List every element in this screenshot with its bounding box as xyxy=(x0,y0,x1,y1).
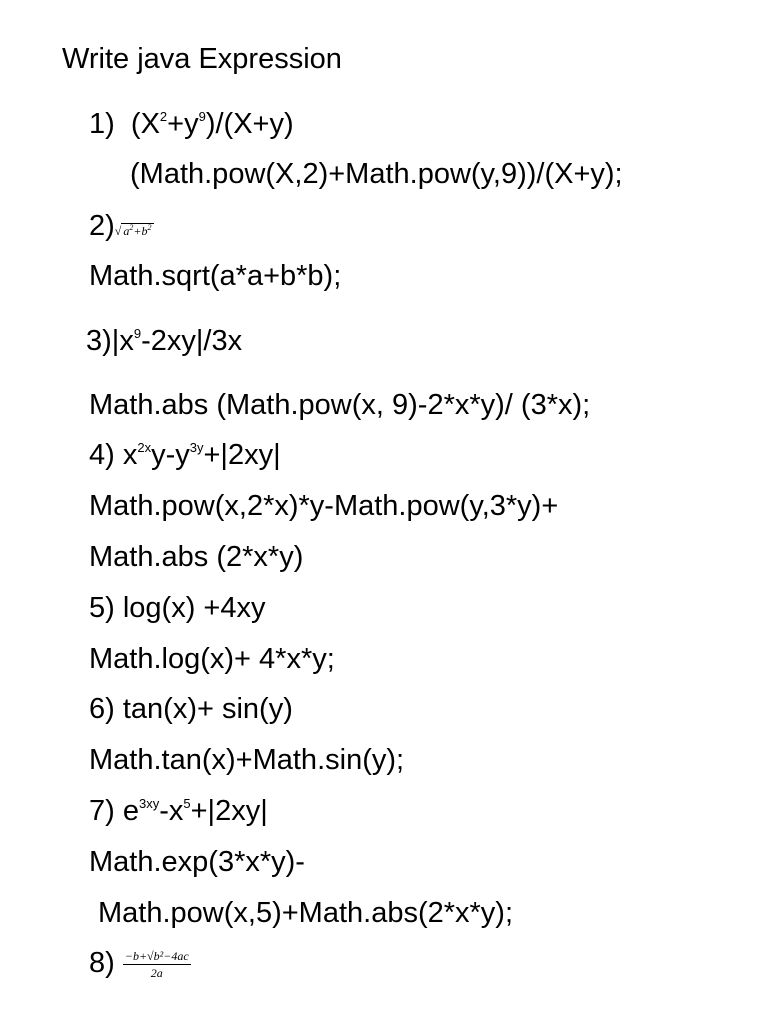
problem-7-part: +|2xy| xyxy=(190,795,268,827)
problem-1-exponent: 9 xyxy=(198,109,206,124)
problem-3-label: 3) xyxy=(86,325,112,357)
problem-7-exponent: 5 xyxy=(183,796,191,811)
sqrt-sign: √ xyxy=(114,224,122,238)
problem-1-part: )/(X+y) xyxy=(205,108,294,140)
radicand-part: a xyxy=(123,224,130,238)
problem-7-label: 7) xyxy=(89,795,115,827)
problem-7-exponent: 3xy xyxy=(138,796,160,811)
problem-5-label: 5) xyxy=(89,592,115,624)
problem-1-exponent: 2 xyxy=(159,109,168,124)
problem-4-label: 4) xyxy=(89,439,115,471)
problem-4 xyxy=(89,438,281,472)
answer-1: (Math.pow(X,2)+Math.pow(y,9))/(X+y); xyxy=(130,158,623,190)
problem-2 xyxy=(89,209,154,248)
problem-4-exponent: 2x xyxy=(137,440,152,455)
problem-1 xyxy=(89,107,294,141)
answer-4-line-1: Math.pow(x,2*x)*y-Math.pow(y,3*y)+ xyxy=(89,490,559,522)
problem-1-part: (X xyxy=(130,108,160,140)
answer-7-line-1: Math.exp(3*x*y)- xyxy=(89,846,305,878)
fraction-denominator: 2a xyxy=(150,965,163,980)
problem-4-part: y-y xyxy=(151,439,190,471)
answer-2: Math.sqrt(a*a+b*b); xyxy=(89,260,342,292)
problem-6-label: 6) xyxy=(89,693,115,725)
problem-7-part: e xyxy=(114,795,139,827)
problem-3 xyxy=(86,324,242,358)
problem-4-part: +|2xy| xyxy=(203,439,281,471)
problem-3-part: -2xy|/3x xyxy=(141,325,243,357)
problem-8-label: 8) xyxy=(89,947,115,979)
fraction-numerator: −b+√b²−4ac xyxy=(124,948,189,963)
answer-7-line-2: Math.pow(x,5)+Math.abs(2*x*y); xyxy=(98,897,514,929)
problem-7 xyxy=(89,794,268,828)
problem-8 xyxy=(89,946,191,981)
answer-6: Math.tan(x)+Math.sin(y); xyxy=(89,744,405,776)
answer-5: Math.log(x)+ 4*x*y; xyxy=(89,643,335,675)
problem-4-exponent: 3y xyxy=(189,440,204,455)
radicand-exponent: 2 xyxy=(147,223,152,232)
sqrt-expression xyxy=(115,224,154,238)
sqrt-bar xyxy=(121,223,153,238)
problem-6-text: tan(x)+ sin(y) xyxy=(114,693,293,725)
radicand-part: +b xyxy=(133,224,148,238)
problem-4-part: x xyxy=(114,439,138,471)
quadratic-fraction xyxy=(123,948,191,981)
problem-6 xyxy=(89,692,293,726)
problem-5 xyxy=(89,591,266,625)
problem-1-part: +y xyxy=(167,108,199,140)
radicand-exponent: 2 xyxy=(129,223,134,232)
problem-2-label: 2) xyxy=(89,210,115,242)
answer-4-line-2: Math.abs (2*x*y) xyxy=(89,541,304,573)
problem-3-exponent: 9 xyxy=(133,326,142,341)
answer-3: Math.abs (Math.pow(x, 9)-2*x*y)/ (3*x); xyxy=(89,389,591,421)
problem-1-label: 1) xyxy=(89,108,115,140)
sqrt-radicand xyxy=(121,214,153,248)
problem-3-part: |x xyxy=(111,325,134,357)
problem-7-part: -x xyxy=(159,795,184,827)
problem-5-text: log(x) +4xy xyxy=(114,592,266,624)
page-title: Write java Expression xyxy=(62,43,342,75)
